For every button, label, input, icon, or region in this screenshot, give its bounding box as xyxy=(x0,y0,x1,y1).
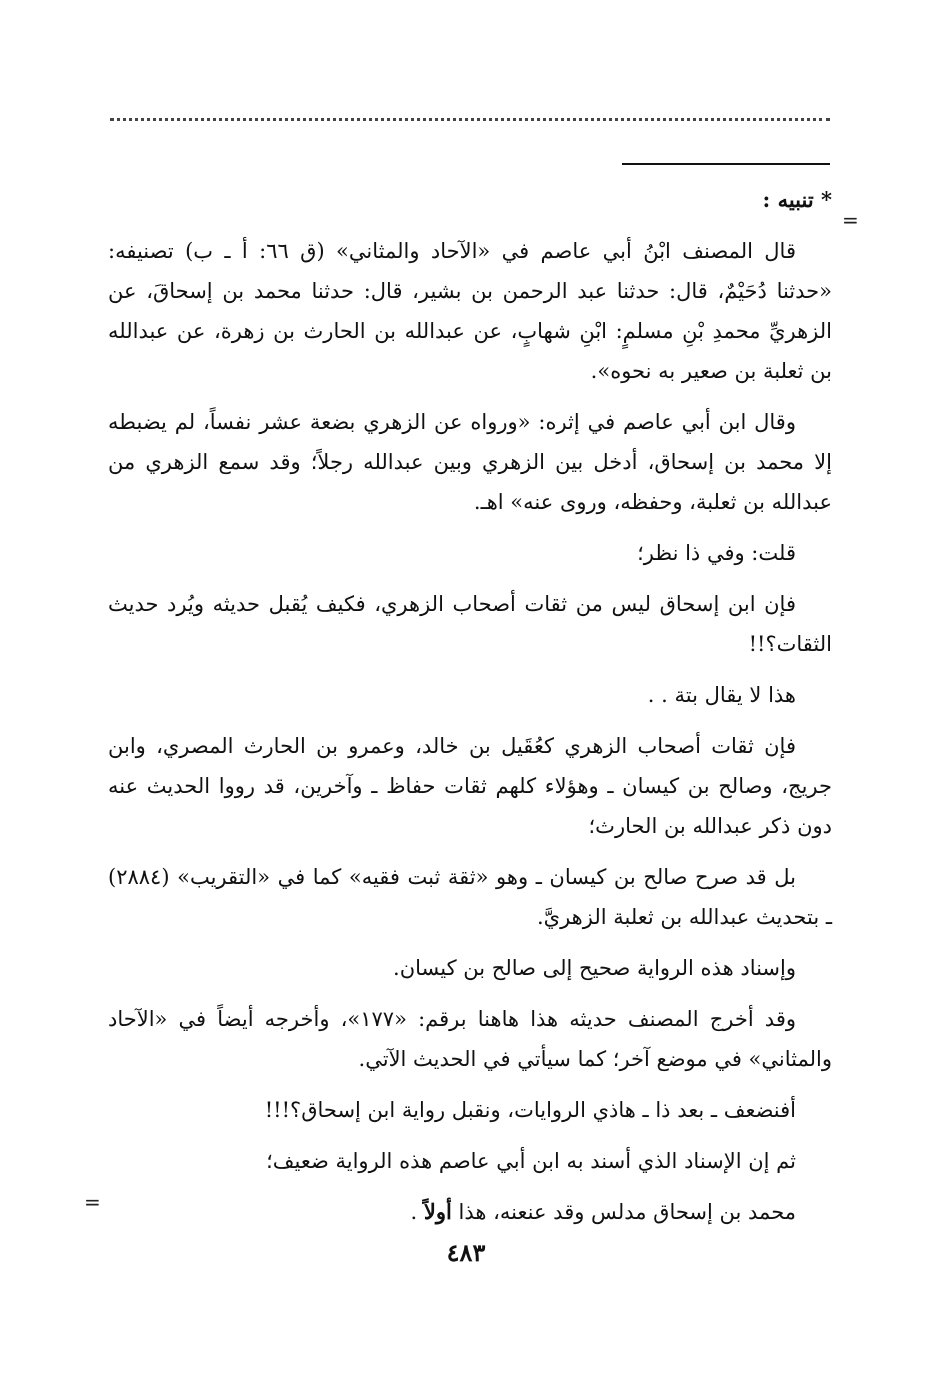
margin-mark-bottom: = xyxy=(84,1190,101,1214)
paragraph-12-bold: أولاً xyxy=(423,1199,452,1224)
paragraph-12-end: . xyxy=(410,1200,418,1224)
footnote-rule xyxy=(622,163,830,165)
paragraph-12 xyxy=(108,1192,832,1232)
paragraph-4: فإن ابن إسحاق ليس من ثقات أصحاب الزهري، فكيف يُقبل حديثه ويُرد حديث الثقات؟!! xyxy=(108,592,832,656)
paragraph-5: هذا لا يقال بتة . . xyxy=(647,683,796,707)
paragraph-1: قال المصنف ابْنُ أبي عاصم في «الآحاد والمثاني» (ق ٦٦: أ ـ ب) تصنيفه: «حدثنا دُحَيْمٌ، قال: حدثنا عبد الرحمن بن بشير، قال: حدثنا محمد بن إسحاقَ، عن الزهريِّ محمدِ بْنِ مسلمٍ: ابْنِ شهابٍ، عن عبدالله بن الحارث بن زهرة، عن عبدالله بن ثعلبة بن صعير به نحوه». xyxy=(108,239,832,383)
paragraph-3: قلت: وفي ذا نظر؛ xyxy=(637,541,796,565)
page-body xyxy=(108,180,832,1243)
paragraph-10: أفنضعف ـ بعد ذا ـ هاذي الروايات، ونقبل رواية ابن إسحاق؟!!! xyxy=(264,1098,796,1122)
paragraph-12-text: محمد بن إسحاق مدلس وقد عنعنه، هذا xyxy=(458,1200,796,1224)
paragraph-8: وإسناد هذه الرواية صحيح إلى صالح بن كيسان. xyxy=(393,956,796,980)
paragraph-6: فإن ثقات أصحاب الزهري كعُقَيل بن خالد، وعمرو بن الحارث المصري، وابن جريج، وصالح بن كيسان ـ وهؤلاء كلهم ثقات حفاظ ـ وآخرين، قد رووا الحديث عنه دون ذكر عبدالله بن الحارث؛ xyxy=(108,734,832,838)
paragraph-2: وقال ابن أبي عاصم في إثره: «ورواه عن الزهري بضعة عشر نفساً، لم يضبطه إلا محمد بن إسحاق، أدخل بين الزهري وبين عبدالله رجلاً؛ وقد سمع الزهري من عبدالله بن ثعلبة، وحفظه، وروى عنه» اهـ. xyxy=(108,410,832,514)
dotted-separator xyxy=(110,118,830,121)
page-number: ٤٨٣ xyxy=(446,1238,486,1267)
paragraph-9: وقد أخرج المصنف حديثه هذا هاهنا برقم: «١٧٧»، وأخرجه أيضاً في «الآحاد والمثاني» في موضع آخر؛ كما سيأتي في الحديث الآتي. xyxy=(108,1007,832,1071)
paragraph-11: ثم إن الإسناد الذي أسند به ابن أبي عاصم هذه الرواية ضعيف؛ xyxy=(266,1149,796,1173)
paragraph-7: بل قد صرح صالح بن كيسان ـ وهو «ثقة ثبت فقيه» كما في «التقريب» (٢٨٨٤) ـ بتحديث عبدالله بن ثعلبة الزهريَّ. xyxy=(108,865,832,929)
margin-mark-top: = xyxy=(842,208,859,232)
notice-heading: * تنبيه : xyxy=(762,187,832,212)
